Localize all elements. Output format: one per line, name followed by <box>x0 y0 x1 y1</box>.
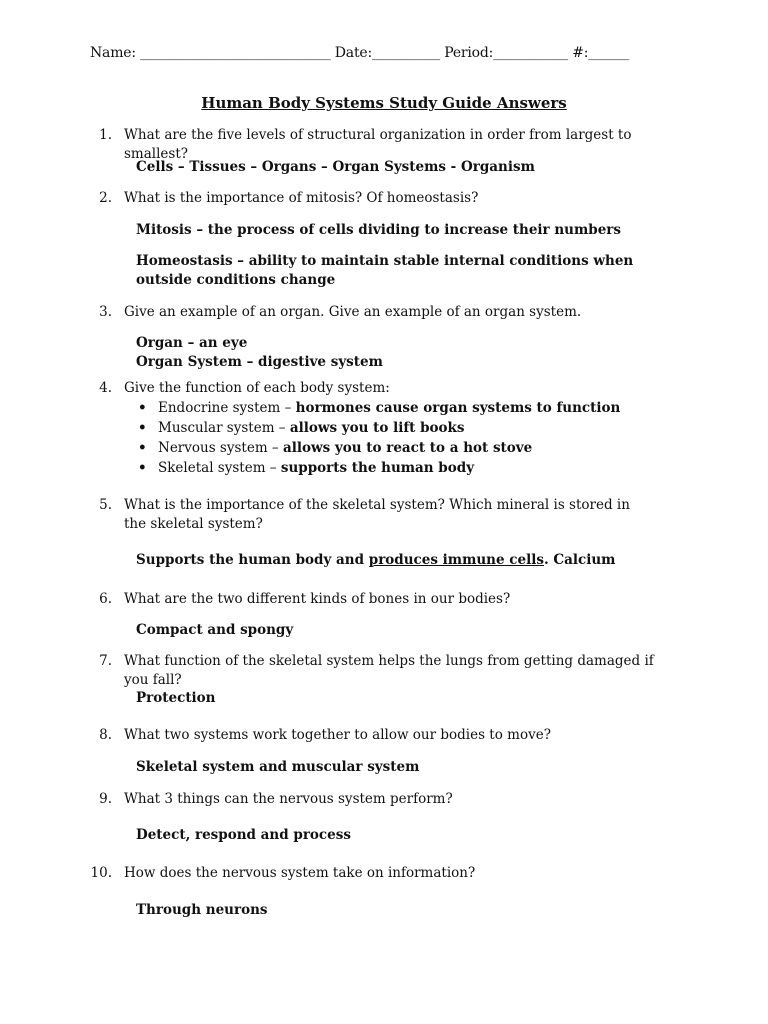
question-block-2 <box>0 189 768 208</box>
question-text: How does the nervous system take on information? <box>124 865 476 881</box>
answer-block-2a <box>0 221 768 240</box>
question-number: 4. <box>99 380 112 396</box>
list-item <box>158 398 768 418</box>
question-text: What are the five levels of structural organization in order from largest to smallest? <box>124 127 632 162</box>
answer-text: Mitosis – the process of cells dividing to increase their numbers <box>136 222 622 238</box>
system-name: Skeletal system – <box>158 460 281 476</box>
question-number: 10. <box>90 865 112 881</box>
question-text: Give an example of an organ. Give an example of an organ system. <box>124 304 582 320</box>
answer-block-5 <box>0 551 768 570</box>
system-name: Nervous system – <box>158 440 283 456</box>
question-block-5 <box>0 496 768 534</box>
question-block-6 <box>0 590 768 609</box>
question-number: 8. <box>99 727 112 743</box>
answer-block-10 <box>0 901 768 920</box>
question-number: 3. <box>99 304 112 320</box>
question-block-7 <box>0 652 768 690</box>
list-item <box>158 418 768 438</box>
question-text: What 3 things can the nervous system perform? <box>124 791 453 807</box>
question-number: 2. <box>99 190 112 206</box>
answer-text-underlined: produces immune cells <box>368 552 544 568</box>
student-info-line: Name: ____________________________ Date:__________ Period:___________ #:______ <box>90 45 630 61</box>
answer-block-6 <box>0 621 768 640</box>
answer-block-1 <box>0 158 768 177</box>
question-number: 9. <box>99 791 112 807</box>
question-number: 5. <box>99 497 112 513</box>
answer-text: Organ – an eye <box>136 335 248 351</box>
question-text: What are the two different kinds of bones in our bodies? <box>124 591 511 607</box>
answer-block-2b <box>0 252 768 290</box>
system-function: allows you to lift books <box>289 420 465 436</box>
answer-text: Supports the human body and <box>136 552 369 568</box>
answer-block-3 <box>0 334 768 372</box>
answer-block-8 <box>0 758 768 777</box>
list-item <box>158 438 768 458</box>
answer-text: Compact and spongy <box>136 622 294 638</box>
system-function: allows you to react to a hot stove <box>282 440 533 456</box>
question-text: Give the function of each body system: <box>124 380 390 396</box>
question-block-4 <box>0 379 768 398</box>
answer-text: Protection <box>136 690 216 706</box>
system-name: Endocrine system – <box>158 400 296 416</box>
answer-text: Skeletal system and muscular system <box>136 759 420 775</box>
answer-text: . Calcium <box>543 552 616 568</box>
question-text: What is the importance of mitosis? Of homeostasis? <box>124 190 479 206</box>
question-number: 1. <box>99 127 112 143</box>
answer-text: Cells – Tissues – Organs – Organ Systems - Organism <box>136 159 535 175</box>
system-name: Muscular system – <box>158 420 290 436</box>
answer-block-9 <box>0 826 768 845</box>
question-number: 6. <box>99 591 112 607</box>
answer-text: Detect, respond and process <box>136 827 351 843</box>
answer-text: Through neurons <box>136 902 268 918</box>
answer-text: Organ System – digestive system <box>136 354 383 370</box>
system-function: supports the human body <box>280 460 475 476</box>
page-title: Human Body Systems Study Guide Answers <box>201 94 567 112</box>
answer-text: Homeostasis – ability to maintain stable internal conditions when outside conditions change <box>136 253 634 288</box>
function-list <box>0 398 768 478</box>
question-block-8 <box>0 726 768 745</box>
answer-block-7 <box>0 689 768 708</box>
question-text: What two systems work together to allow our bodies to move? <box>124 727 551 743</box>
question-text: What function of the skeletal system helps the lungs from getting damaged if you fall? <box>124 653 654 688</box>
list-item <box>158 458 768 478</box>
question-text: What is the importance of the skeletal system? Which mineral is stored in the skeletal system? <box>124 497 630 532</box>
question-block-10 <box>0 864 768 883</box>
question-number: 7. <box>99 653 112 669</box>
system-function: hormones cause organ systems to function <box>295 400 621 416</box>
question-block-3 <box>0 303 768 322</box>
question-block-9 <box>0 790 768 809</box>
